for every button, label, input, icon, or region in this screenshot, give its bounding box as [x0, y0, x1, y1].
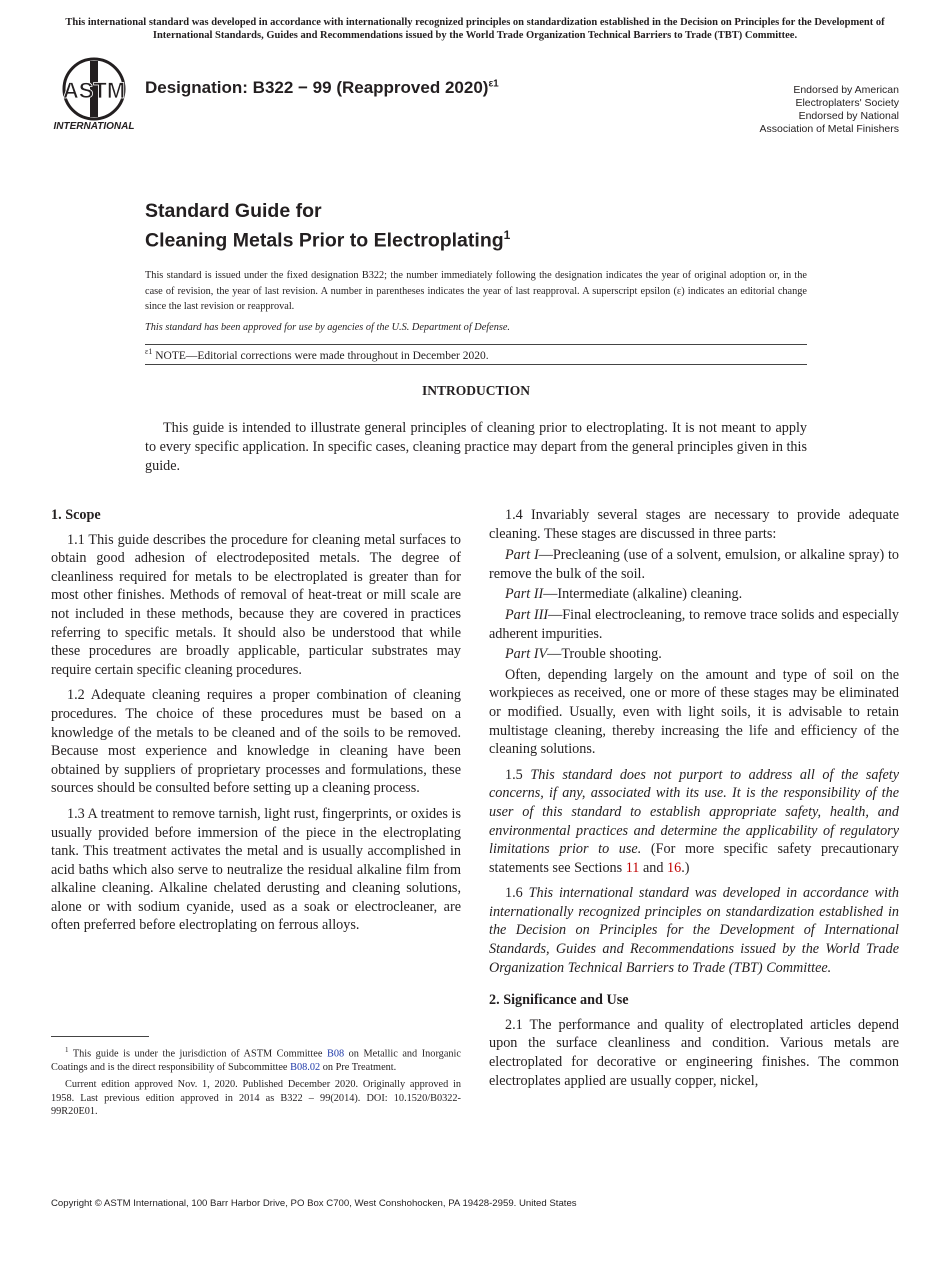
section-16-link[interactable]: 16 [667, 859, 682, 876]
introduction-body: This guide is intended to illustrate general principles of cleaning prior to electroplating. It is not meant to apply to every specific application. In specific cases, cleaning practice may depart from the general principles given in this guide. [145, 420, 807, 474]
section-heading-significance: 2. Significance and Use [489, 992, 629, 1009]
editorial-sup: ε1 [145, 347, 153, 356]
divider [145, 344, 807, 345]
part-4 [489, 645, 899, 664]
part-3 [489, 606, 899, 643]
section-heading-scope: 1. Scope [51, 507, 101, 523]
top-notice: This international standard was developed in accordance with internationally recognized principles on standardization established in the Decision on Principles for the Development of International Standards, Guides and Recommendations issued by the World Trade Organization Technical Barriers to Trade (TBT) Committee. [65, 17, 885, 41]
part-label: Part IV [505, 646, 548, 663]
part-label: Part III [505, 606, 549, 623]
subcommittee-b08-02-link[interactable]: B08.02 [290, 1061, 321, 1073]
endorsed-line: Endorsed by American [793, 84, 899, 96]
paragraph-1-2: 1.2 Adequate cleaning requires a proper combination of cleaning procedures. The choice of these procedures must be based on a knowledge of the metals to be cleaned and of the soils to be removed. Because most experience and knowledge in cleaning have been obtained by suppliers of proprietary processes and formulations, these sources should be consulted before setting up a cleaning process. [51, 687, 461, 797]
para-text: (For more specific safety precautionary statements see Sections [489, 841, 899, 876]
paragraph-1-5 [489, 766, 899, 878]
tbt-statement: This international standard was developed in accordance with internationally recognized principles on standardization established in the Decision on Principles for the Development of International Standards, Guides and Recommendations issued by the World Trade Organization Technical Barriers to Trade (TBT) Committee. [489, 885, 899, 976]
footnote-text: on Metallic and Inorganic Coatings and is the direct responsibility of Subcommittee [51, 1048, 461, 1073]
right-column [489, 506, 899, 1097]
safety-statement: This standard does not purport to address all of the safety concerns, if any, associated with its use. It is the responsibility of the user of this standard to establish appropriate safety, health, and environmental practices and determine the applicability of regulatory limitations prior to use. [489, 766, 899, 858]
part-text: —Intermediate (alkaline) cleaning. [543, 586, 743, 603]
endorsements [760, 84, 899, 136]
footnote-text: on Pre Treatment. [320, 1061, 397, 1073]
footnote-edition: Current edition approved Nov. 1, 2020. Published December 2020. Originally approved in 1958. Last previous edition approved in 2014 as B322 – 99(2014). DOI: 10.1520/B0322-99R20E01. [51, 1079, 461, 1118]
paragraph-often: Often, depending largely on the amount and type of soil on the workpieces as received, one or more of these stages may be eliminated or modified. Usually, even with light soils, it is advisable to retain multistage cleaning, thereby increasing the life and efficiency of the cleaning solutions. [489, 666, 899, 758]
designation-sup: ε1 [488, 78, 499, 90]
logo-text: ASTM [62, 78, 126, 103]
document-title [145, 199, 510, 253]
dod-notice: This standard has been approved for use by agencies of the U.S. Department of Defense. [145, 322, 511, 333]
introduction-heading: INTRODUCTION [421, 383, 530, 398]
footnotes [51, 1044, 461, 1123]
paragraph-1-4: 1.4 Invariably several stages are necessary to provide adequate cleaning. These stages are discussed in three parts: [489, 507, 899, 542]
paragraph-1-6 [489, 884, 899, 977]
title-line1: Standard Guide for [145, 200, 322, 222]
part-1 [489, 546, 899, 583]
logo-subtext: INTERNATIONAL [53, 121, 135, 132]
part-2 [489, 585, 899, 604]
copyright: Copyright © ASTM International, 100 Barr Harbor Drive, PO Box C700, West Conshohocken, PA 19428-2959. United States [51, 1198, 577, 1209]
paragraph-2-1: 2.1 The performance and quality of electroplated articles depend upon the surface cleanliness and condition. Various metals are electroplated for decorative or engineering finishes. The common electroplates applied are usually copper, nickel, [489, 1016, 899, 1089]
title-footnote-ref[interactable]: 1 [503, 228, 511, 242]
footnote-sup: 1 [65, 1046, 69, 1054]
paragraph-1-1: 1.1 This guide describes the procedure for cleaning metal surfaces to obtain good adhesion of electrodeposited metals. The degree of cleanliness required for metals to be electroplated is greater than for most other finishes. Methods of removal of heat-treat or mill scale are not included in these methods, because they are covered in practices referring to specific metals. It should also be understood that while these procedures are broadly applicable, particular substrates may require certain specific cleaning procedures. [51, 531, 461, 678]
footnote-text: This guide is under the jurisdiction of ASTM Committee [68, 1048, 327, 1060]
paragraph-1-3: 1.3 A treatment to remove tarnish, light rust, fingerprints, or oxides is usually provided before immersion of the piece in the electroplating tank. This treatment activates the metal and is usually accomplished in acid baths which also serve to neutralize the residual alkaline film from alkaline cleaning. Alkaline chelated derusting and cleaning solutions, alone or with sodium cyanide, used as a soak or electrocleaner, are often preferred before electroplating on ferrous alloys. [51, 805, 461, 934]
part-text: —Precleaning (use of a solvent, emulsion, or alkaline spray) to remove the bulk of the soil. [489, 547, 899, 582]
endorsed-line: Endorsed by National [798, 110, 899, 122]
part-text: —Trouble shooting. [547, 646, 662, 663]
left-column [51, 506, 461, 942]
part-label: Part I [505, 547, 539, 564]
astm-logo [52, 56, 136, 132]
standard-notice: This standard is issued under the fixed designation B322; the number immediately following the designation indicates the year of original adoption or, in the case of revision, the year of last revision. A number in parentheses indicates the year of last reapproval. A superscript epsilon (ε) indicates an editorial change since the last revision or reapproval. [145, 270, 807, 312]
part-text: —Final electrocleaning, to remove trace solids and especially adherent impurities. [489, 606, 899, 642]
title-line2: Cleaning Metals Prior to Electroplating [145, 229, 504, 252]
part-label: Part II [505, 586, 544, 603]
designation-text: Designation: B322 − 99 (Reapproved 2020) [145, 78, 489, 97]
committee-b08-link[interactable]: B08 [326, 1048, 345, 1060]
footnote-divider [51, 1036, 149, 1037]
editorial-note [145, 347, 489, 362]
para-number: 1.6 [505, 885, 529, 902]
endorsed-line: Association of Metal Finishers [759, 123, 899, 135]
editorial-text: NOTE—Editorial corrections were made throughout in December 2020. [152, 349, 489, 362]
para-text: and [639, 859, 667, 876]
para-text: .) [681, 859, 690, 876]
divider [145, 364, 807, 365]
section-11-link[interactable]: 11 [625, 859, 640, 876]
endorsed-line: Electroplaters' Society [795, 97, 899, 109]
footnote-1 [51, 1044, 461, 1074]
para-number: 1.5 [505, 766, 531, 783]
designation [145, 78, 499, 98]
